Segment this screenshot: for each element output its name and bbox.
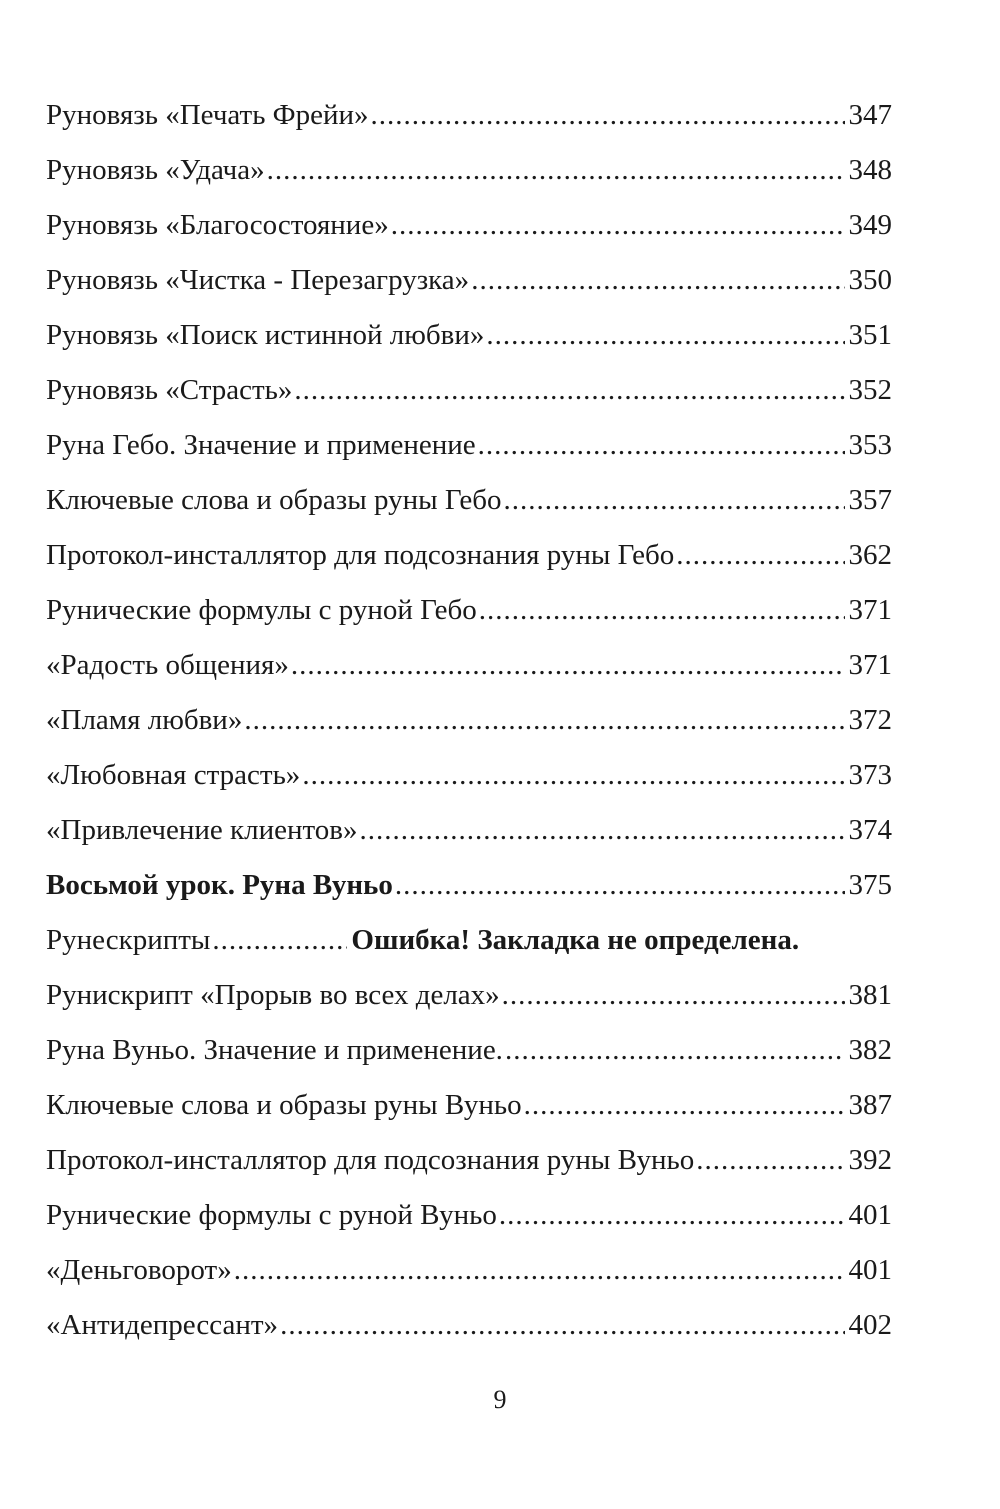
dot-leader: [280, 1298, 844, 1353]
toc-entry-page: 371: [848, 649, 892, 681]
dot-leader: [524, 1078, 845, 1133]
toc-entry: [46, 198, 892, 253]
dot-leader: [502, 968, 845, 1023]
toc-entry-page: 401: [848, 1199, 892, 1231]
toc-entry-page: 350: [848, 264, 892, 296]
dot-leader: [244, 693, 844, 748]
toc-entry-title: Ключевые слова и образы руны Вуньо: [46, 1089, 522, 1121]
toc-entry: [46, 748, 892, 803]
toc-entry-title: Руна Гебо. Значение и применение: [46, 429, 476, 461]
toc-entry-title: «Любовная страсть»: [46, 759, 301, 791]
toc-entry-page: 347: [848, 99, 892, 131]
toc-entry-title: «Радость общения»: [46, 649, 289, 681]
toc-entry-title: Руна Вуньо. Значение и применение.: [46, 1034, 503, 1066]
dot-leader: [499, 1188, 845, 1243]
toc-entry-page: 362: [848, 539, 892, 571]
toc-entry-title: «Пламя любви»: [46, 704, 243, 736]
toc-entry-page: 402: [848, 1309, 892, 1341]
dot-leader: [696, 1133, 844, 1188]
toc-entry-title: Протокол-инсталлятор для подсознания руны Гебо: [46, 539, 675, 571]
bookmark-error-text: Ошибка! Закладка не определена.: [351, 924, 800, 956]
dot-leader: [479, 583, 845, 638]
toc-entry-title: Ключевые слова и образы руны Гебо: [46, 484, 502, 516]
dot-leader: [395, 858, 845, 913]
toc-entry-page: 373: [848, 759, 892, 791]
toc-entry: [46, 638, 892, 693]
toc-entry-title: Рунискрипт «Прорыв во всех делах»: [46, 979, 500, 1011]
toc-entry-title: «Привлечение клиентов»: [46, 814, 358, 846]
toc-entry-page: 351: [848, 319, 892, 351]
dot-leader: [471, 253, 844, 308]
toc-entry: [46, 363, 892, 418]
toc-entry-title: Руновязь «Благосостояние»: [46, 209, 389, 241]
dot-leader: [504, 473, 845, 528]
toc-entry-page: 387: [848, 1089, 892, 1121]
toc-entry-page: 382: [848, 1034, 892, 1066]
toc-entry-title: Руновязь «Страсть»: [46, 374, 293, 406]
toc-entry: [46, 1188, 892, 1243]
toc-entry-title: Протокол-инсталлятор для подсознания руны Вуньо: [46, 1144, 695, 1176]
toc-entry: [46, 1298, 892, 1353]
toc-entry: [46, 528, 892, 583]
dot-leader: [212, 913, 347, 968]
toc-entry: [46, 143, 892, 198]
page-number: 9: [493, 1385, 507, 1414]
dot-leader: [234, 1243, 845, 1298]
toc-entry-title: «Антидепрессант»: [46, 1309, 279, 1341]
toc-entry-page: 353: [848, 429, 892, 461]
toc-entry: [46, 1243, 892, 1298]
toc-entry: [46, 1078, 892, 1133]
toc-entry-page: 372: [848, 704, 892, 736]
dot-leader: [371, 88, 845, 143]
toc-entry: [46, 803, 892, 858]
toc-entry-title: Восьмой урок. Руна Вуньо: [46, 869, 393, 901]
toc-entry-title: «Деньговорот»: [46, 1254, 232, 1286]
toc-entry-page: 349: [848, 209, 892, 241]
toc-entry-title: Руновязь «Поиск истинной любви»: [46, 319, 485, 351]
dot-leader: [391, 198, 845, 253]
toc-entry-page: 352: [848, 374, 892, 406]
toc-entry-title: Рунескрипты: [46, 924, 211, 956]
toc-entry-page: 371: [848, 594, 892, 626]
toc-entry-bookmark-error: [46, 913, 892, 968]
toc-entry: [46, 1023, 892, 1078]
toc-entry-page: 381: [848, 979, 892, 1011]
toc-entry: [46, 418, 892, 473]
dot-leader: [478, 418, 845, 473]
toc-entry: [46, 308, 892, 363]
toc-entry-page: 357: [848, 484, 892, 516]
toc-entry-page: 348: [848, 154, 892, 186]
table-of-contents: [46, 88, 892, 1353]
dot-leader: [359, 803, 844, 858]
toc-entry-chapter: [46, 858, 892, 913]
toc-entry-page: 401: [848, 1254, 892, 1286]
toc-entry: [46, 1133, 892, 1188]
dot-leader: [294, 363, 844, 418]
toc-entry: [46, 968, 892, 1023]
dot-leader: [291, 638, 845, 693]
toc-entry-title: Руновязь «Удача»: [46, 154, 265, 186]
toc-entry-page: 374: [848, 814, 892, 846]
toc-entry-title: Руновязь «Печать Фрейи»: [46, 99, 369, 131]
dot-leader: [267, 143, 845, 198]
toc-entry: [46, 88, 892, 143]
dot-leader: [505, 1023, 845, 1078]
toc-entry: [46, 583, 892, 638]
toc-entry-title: Рунические формулы с руной Гебо: [46, 594, 477, 626]
dot-leader: [676, 528, 844, 583]
toc-entry: [46, 473, 892, 528]
toc-entry-page: 375: [848, 869, 892, 901]
toc-entry-page: 392: [848, 1144, 892, 1176]
toc-entry-title: Рунические формулы с руной Вуньо: [46, 1199, 497, 1231]
toc-entry: [46, 253, 892, 308]
toc-entry: [46, 693, 892, 748]
dot-leader: [486, 308, 844, 363]
dot-leader: [302, 748, 844, 803]
toc-entry-title: Руновязь «Чистка - Перезагрузка»: [46, 264, 470, 296]
